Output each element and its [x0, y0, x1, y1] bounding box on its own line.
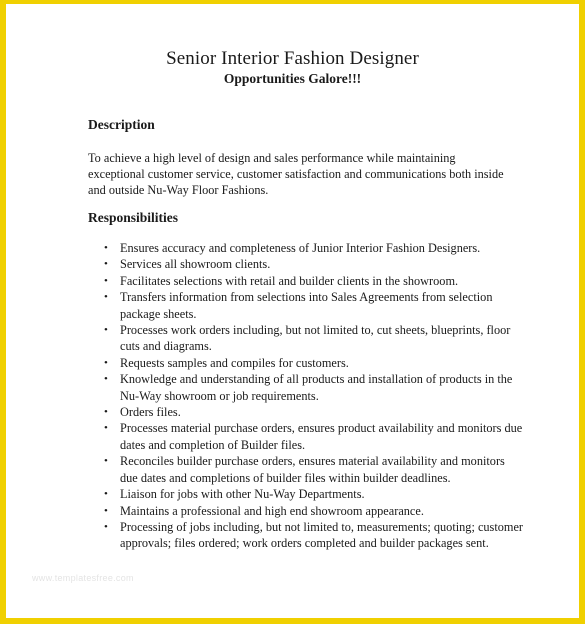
bullet-icon: • [104, 291, 108, 304]
list-item-text: Processes work orders including, but not limited to, cut sheets, blueprints, floor cuts and diagrams. [120, 323, 511, 354]
bullet-icon: • [104, 406, 108, 419]
bullet-icon: • [104, 258, 108, 271]
bullet-icon: • [104, 422, 108, 435]
bullet-icon: • [104, 488, 108, 501]
list-item [104, 404, 525, 420]
list-item-text: Requests samples and compiles for customers. [120, 355, 349, 370]
bullet-icon: • [104, 356, 108, 369]
list-item-text: Ensures accuracy and completeness of Junior Interior Fashion Designers. [120, 241, 481, 255]
list-item-text: Maintains a professional and high end showroom appearance. [120, 503, 424, 518]
bullet-icon: • [104, 520, 108, 533]
list-item [104, 453, 525, 486]
list-item-text: Processing of jobs including, but not limited to, measurements; quoting; customer approvals; files ordered; work orders completed and builder packages sent. [120, 519, 524, 551]
list-item [104, 273, 525, 289]
list-item [104, 355, 525, 371]
list-item [104, 503, 525, 519]
list-item [104, 322, 525, 355]
list-item [104, 371, 525, 404]
document-title: Senior Interior Fashion Designer [166, 48, 419, 69]
list-item [104, 519, 525, 552]
list-item [104, 256, 525, 272]
description-heading: Description [88, 117, 155, 132]
watermark-text: www.templatesfree.com [32, 573, 134, 583]
list-item-text: Transfers information from selections into Sales Agreements from selection package sheets. [120, 290, 493, 321]
list-item [104, 486, 525, 502]
list-item-text: Processes material purchase orders, ensures product availability and monitors due dates and completion of Builder files. [120, 421, 523, 452]
list-item-text: Facilitates selections with retail and builder clients in the showroom. [120, 273, 459, 288]
list-item-text: Orders files. [120, 405, 181, 420]
list-item [104, 240, 525, 256]
list-item-text: Liaison for jobs with other Nu-Way Departments. [120, 487, 365, 502]
document-subtitle: Opportunities Galore!!! [223, 71, 362, 86]
bullet-icon: • [104, 455, 108, 468]
responsibilities-heading: Responsibilities [88, 210, 179, 225]
list-item-text: Services all showroom clients. [120, 257, 271, 272]
bullet-icon: • [104, 242, 108, 254]
bullet-icon: • [104, 324, 108, 337]
list-item-text: Knowledge and understanding of all products and installation of products in the Nu-Way showroom or job requirements. [120, 372, 513, 403]
bullet-icon: • [104, 504, 108, 517]
list-item-text: Reconciles builder purchase orders, ensures material availability and monitors due dates and completions of builder files within builder deadlines. [120, 454, 505, 485]
list-item [104, 420, 525, 453]
description-paragraph: To achieve a high level of design and sales performance while maintaining exceptional customer service, customer satisfaction and communications both inside and outside Nu-Way Floor Fashions. [88, 151, 504, 197]
bullet-icon: • [104, 373, 108, 386]
list-item [104, 289, 525, 322]
bullet-icon: • [104, 274, 108, 287]
responsibilities-list [104, 240, 525, 552]
